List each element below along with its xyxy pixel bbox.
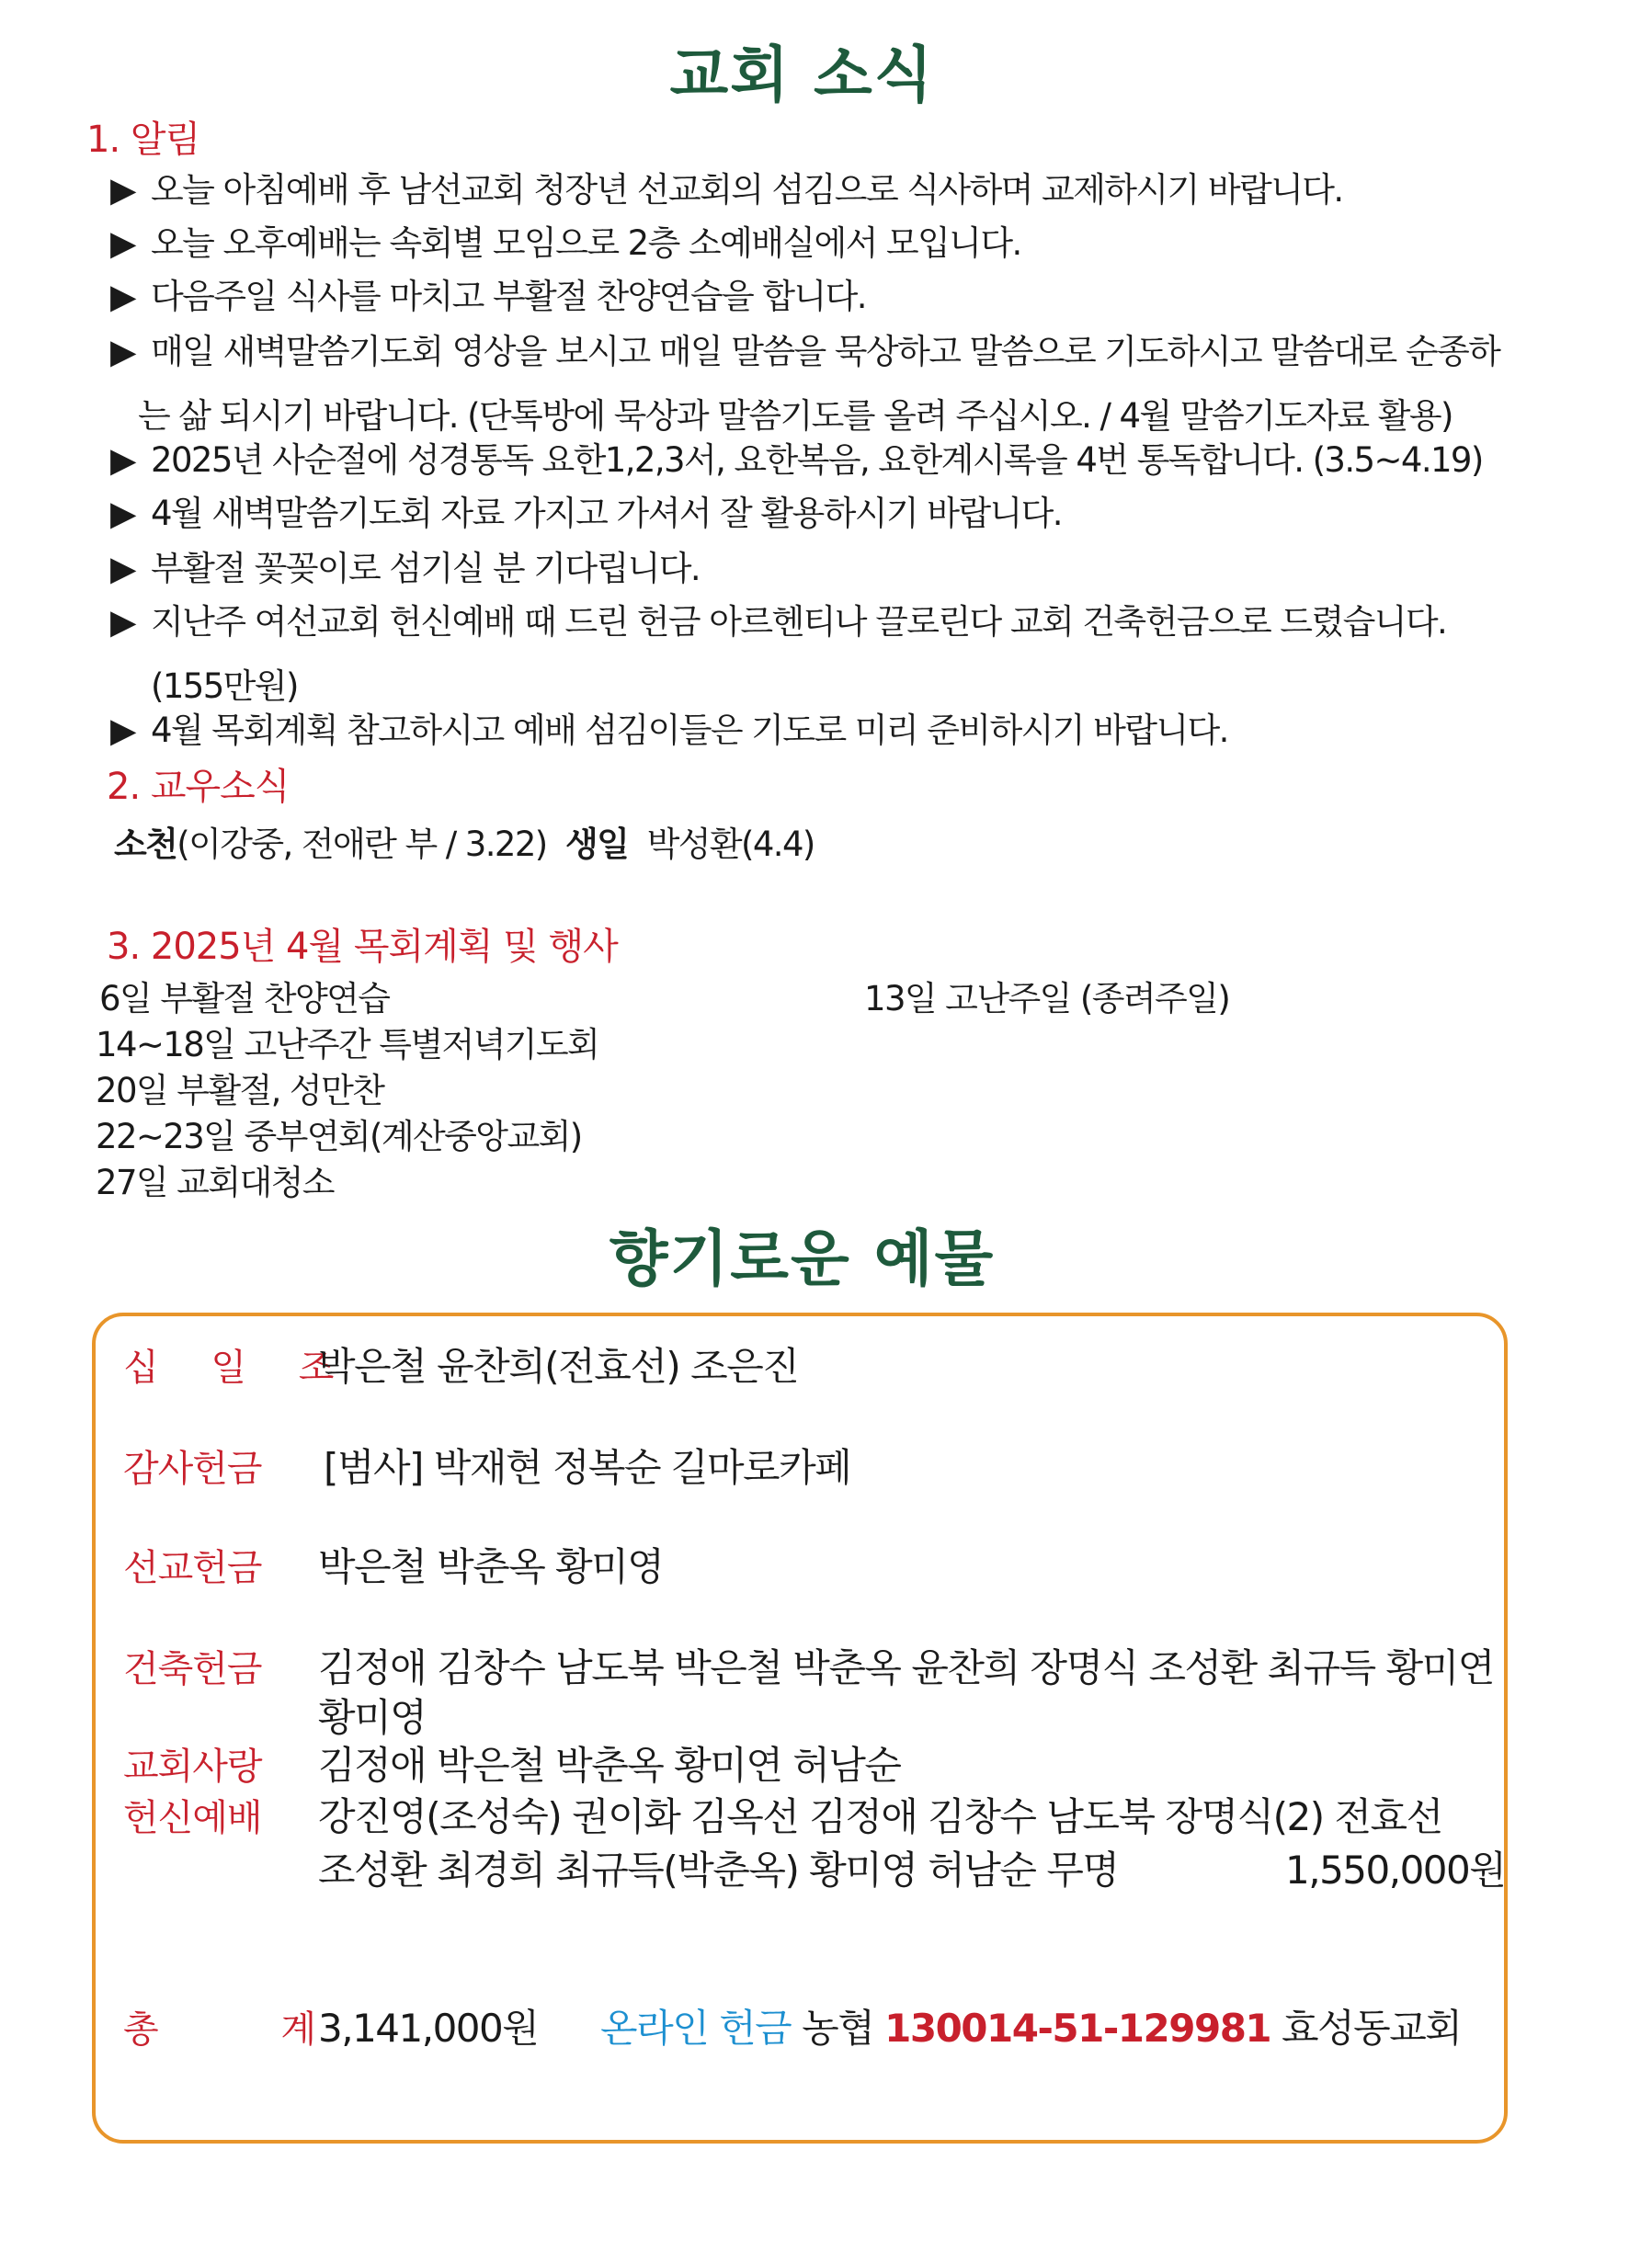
total-amount: 3,141,000원 [318,2006,539,2051]
notice-item [110,434,1508,487]
triangle-bullet-icon: ▶ [110,602,135,642]
triangle-bullet-icon: ▶ [110,711,135,750]
notice-text: 오늘 아침예배 후 남선교회 청장년 선교회의 섬김으로 식사하며 교제하시기 바랍니다. [151,170,1343,210]
thanks-names: [범사] 박재현 정복순 길마로카페 [324,1445,851,1490]
notice-item [110,704,1508,757]
notice-item [110,596,1508,649]
notice-item [110,217,1508,270]
church-love-label: 교회사랑 [123,1746,262,1788]
thanks-label: 감사헌금 [123,1448,262,1490]
section-3-heading: 3. 2025년 4월 목회계획 및 행사 [107,926,618,968]
tithe-names: 박은철 윤찬희(전효선) 조은진 [318,1344,799,1389]
total-label: 총 계 [123,2008,371,2051]
notice-text: 4월 목회계획 참고하시고 예배 섬김이들은 기도로 미리 준비하시기 바랍니다. [151,711,1228,750]
account-holder: 효성동교회 [1282,2006,1462,2051]
notice-item [110,542,1508,596]
birthday-label: 생일 [564,825,629,864]
triangle-bullet-icon: ▶ [110,170,135,210]
notice-continuation: (155만원) [151,666,298,706]
dedication-amount: 1,550,000원 [1285,1848,1506,1893]
dedication-names: 강진영(조성숙) 권이화 김옥선 김정애 김창수 남도북 장명식(2) 전효선 [318,1794,1442,1839]
bank-name: 농협 [802,2006,874,2051]
event-item: 13일 고난주일 (종려주일) [864,979,1230,1018]
account-number: 130014-51-129981 [884,2006,1271,2051]
notice-text: 부활절 꽃꽂이로 섬기실 분 기다립니다. [151,549,701,588]
building-names: 김정애 김창수 남도북 박은철 박춘옥 윤찬희 장명식 조성환 최규득 황미연 [318,1645,1494,1690]
mission-names: 박은철 박춘옥 황미영 [318,1544,664,1589]
notice-text: 지난주 여선교회 헌신예배 때 드린 헌금 아르헨티나 끌로린다 교회 건축헌금으로 드렸습니다. [151,602,1447,642]
notice-item [110,487,1508,540]
triangle-bullet-icon: ▶ [110,223,135,263]
event-item: 22~23일 중부연회(계산중앙교회) [96,1117,582,1156]
triangle-bullet-icon: ▶ [110,494,135,533]
mission-label: 선교헌금 [123,1547,262,1589]
dedication-label: 헌신예배 [123,1797,262,1839]
section-1-heading: 1. 알림 [86,119,200,161]
notice-text: 매일 새벽말씀기도회 영상을 보시고 매일 말씀을 묵상하고 말씀으로 기도하시고 말씀대로 순종하 [151,332,1500,371]
section-2-heading: 2. 교우소식 [107,766,290,808]
notice-item [110,270,1508,324]
notice-text: 2025년 사순절에 성경통독 요한1,2,3서, 요한복음, 요한계시록을 4번 통독합니다. (3.5~4.19) [151,440,1483,480]
dedication-names-cont: 조성환 최경희 최규득(박춘옥) 황미영 허남순 무명 [318,1848,1119,1893]
sochun-label: 소천 [114,825,177,864]
building-names-cont: 황미영 [318,1695,427,1740]
event-item: 27일 교회대청소 [96,1163,334,1202]
member-news-line [114,816,815,866]
event-item: 14~18일 고난주간 특별저녁기도회 [96,1025,599,1064]
triangle-bullet-icon: ▶ [110,277,135,316]
notice-text: 오늘 오후예배는 속회별 모임으로 2층 소예배실에서 모입니다. [151,223,1021,263]
building-label: 건축헌금 [123,1648,262,1690]
offering-title: 향기로운 예물 [609,1223,996,1294]
notice-item [110,325,1508,379]
triangle-bullet-icon: ▶ [110,332,135,371]
triangle-bullet-icon: ▶ [110,549,135,588]
news-title: 교회 소식 [669,40,935,110]
online-offering-label: 온라인 헌금 [600,2006,792,2051]
church-love-names: 김정애 박은철 박춘옥 황미연 허남순 [318,1743,901,1788]
event-item: 6일 부활절 찬양연습 [99,979,390,1018]
triangle-bullet-icon: ▶ [110,440,135,480]
notice-continuation: 는 삶 되시기 바랍니다. (단톡방에 묵상과 말씀기도를 올려 주십시오. / 4월 말씀기도자료 활용) [138,396,1453,436]
notice-text: 다음주일 식사를 마치고 부활절 찬양연습을 합니다. [151,277,866,316]
notice-item [110,164,1508,217]
event-item: 20일 부활절, 성만찬 [96,1071,384,1110]
notice-text: 4월 새벽말씀기도회 자료 가지고 가셔서 잘 활용하시기 바랍니다. [151,494,1062,533]
birthday-text: 박성환(4.4) [646,825,815,864]
total-line [318,1998,1461,2053]
sochun-text: (이강중, 전애란 부 / 3.22) [177,825,547,864]
tithe-label: 십 일 조 [123,1347,355,1389]
